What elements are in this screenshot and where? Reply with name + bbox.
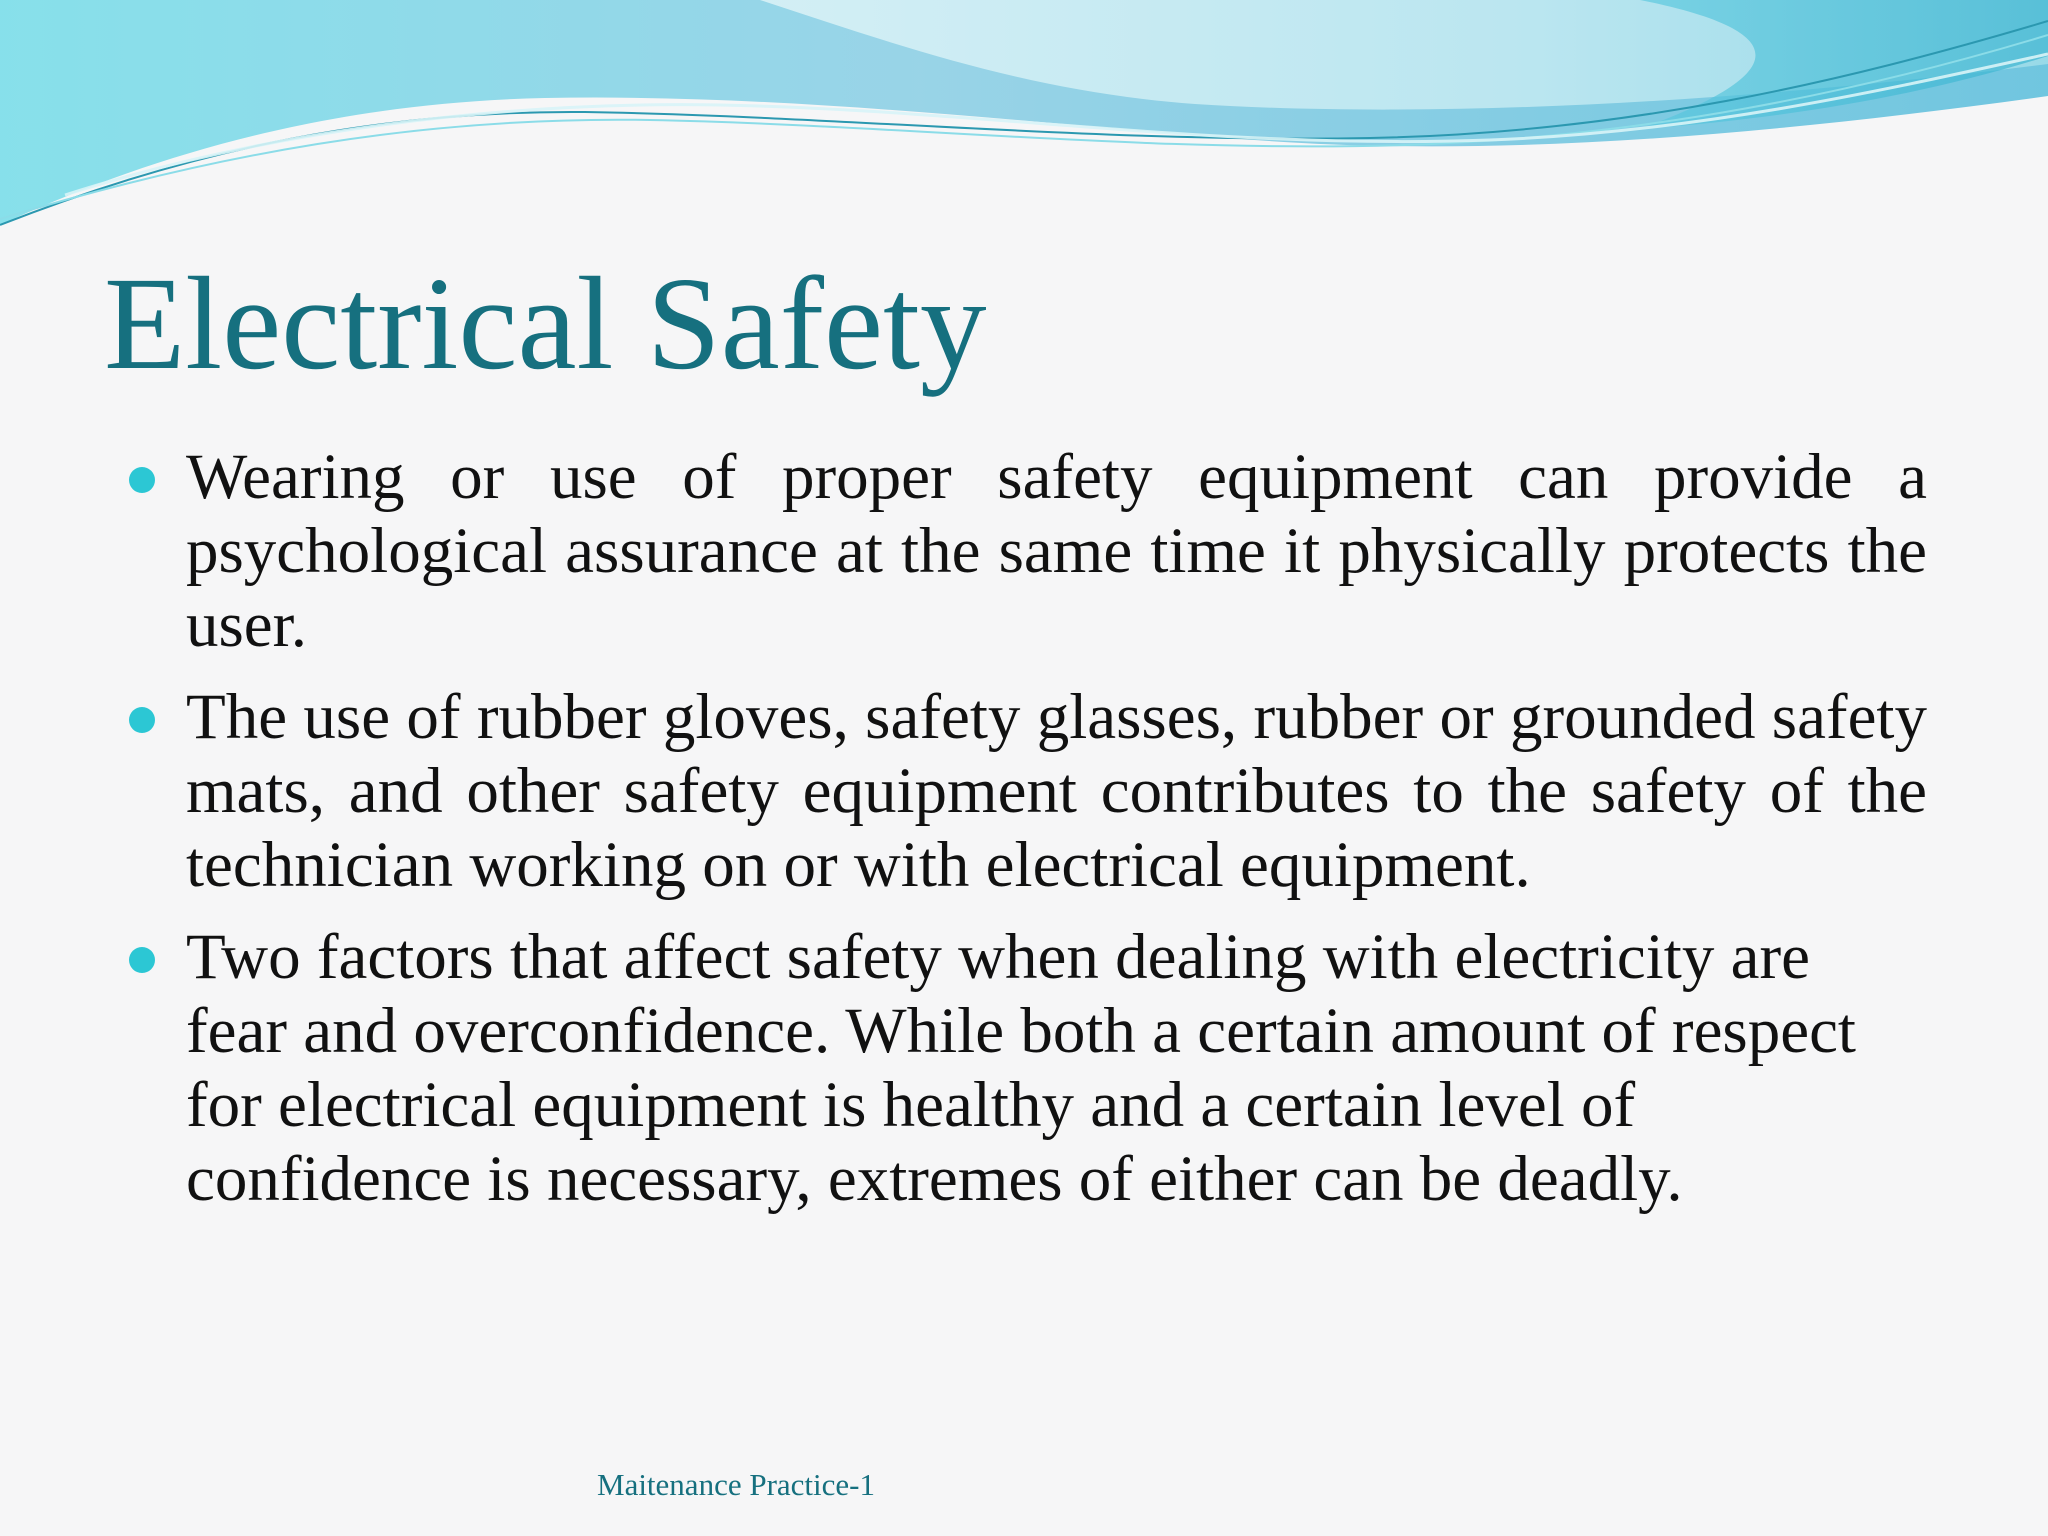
bullet-item [122,440,1927,662]
round-bullet-icon [129,947,155,973]
bullet-list [122,440,1927,1234]
bullet-text: The use of rubber gloves, safety glasses, rubber or grounded safety mats, and other safety equipment contributes to the safety of the technician working on or with electrical equipment. [186,681,1927,901]
slide-title: Electrical Safety [104,249,987,397]
round-bullet-icon [129,707,155,733]
round-bullet-icon [129,467,155,493]
wave-header-icon [0,0,2048,240]
slide-footer: Maitenance Practice-1 [597,1467,875,1502]
bullet-item [122,680,1927,902]
bullet-item [122,920,1927,1216]
bullet-text: Wearing or use of proper safety equipment can provide a psychological assurance at the same time it physically protects the user. [186,441,1927,661]
bullet-text: Two factors that affect safety when dealing with electricity are fear and overconfidence. While both a certain amount of respect for electrical equipment is healthy and a certain level of confidence is necessary, extremes of either can be deadly. [186,921,1856,1215]
